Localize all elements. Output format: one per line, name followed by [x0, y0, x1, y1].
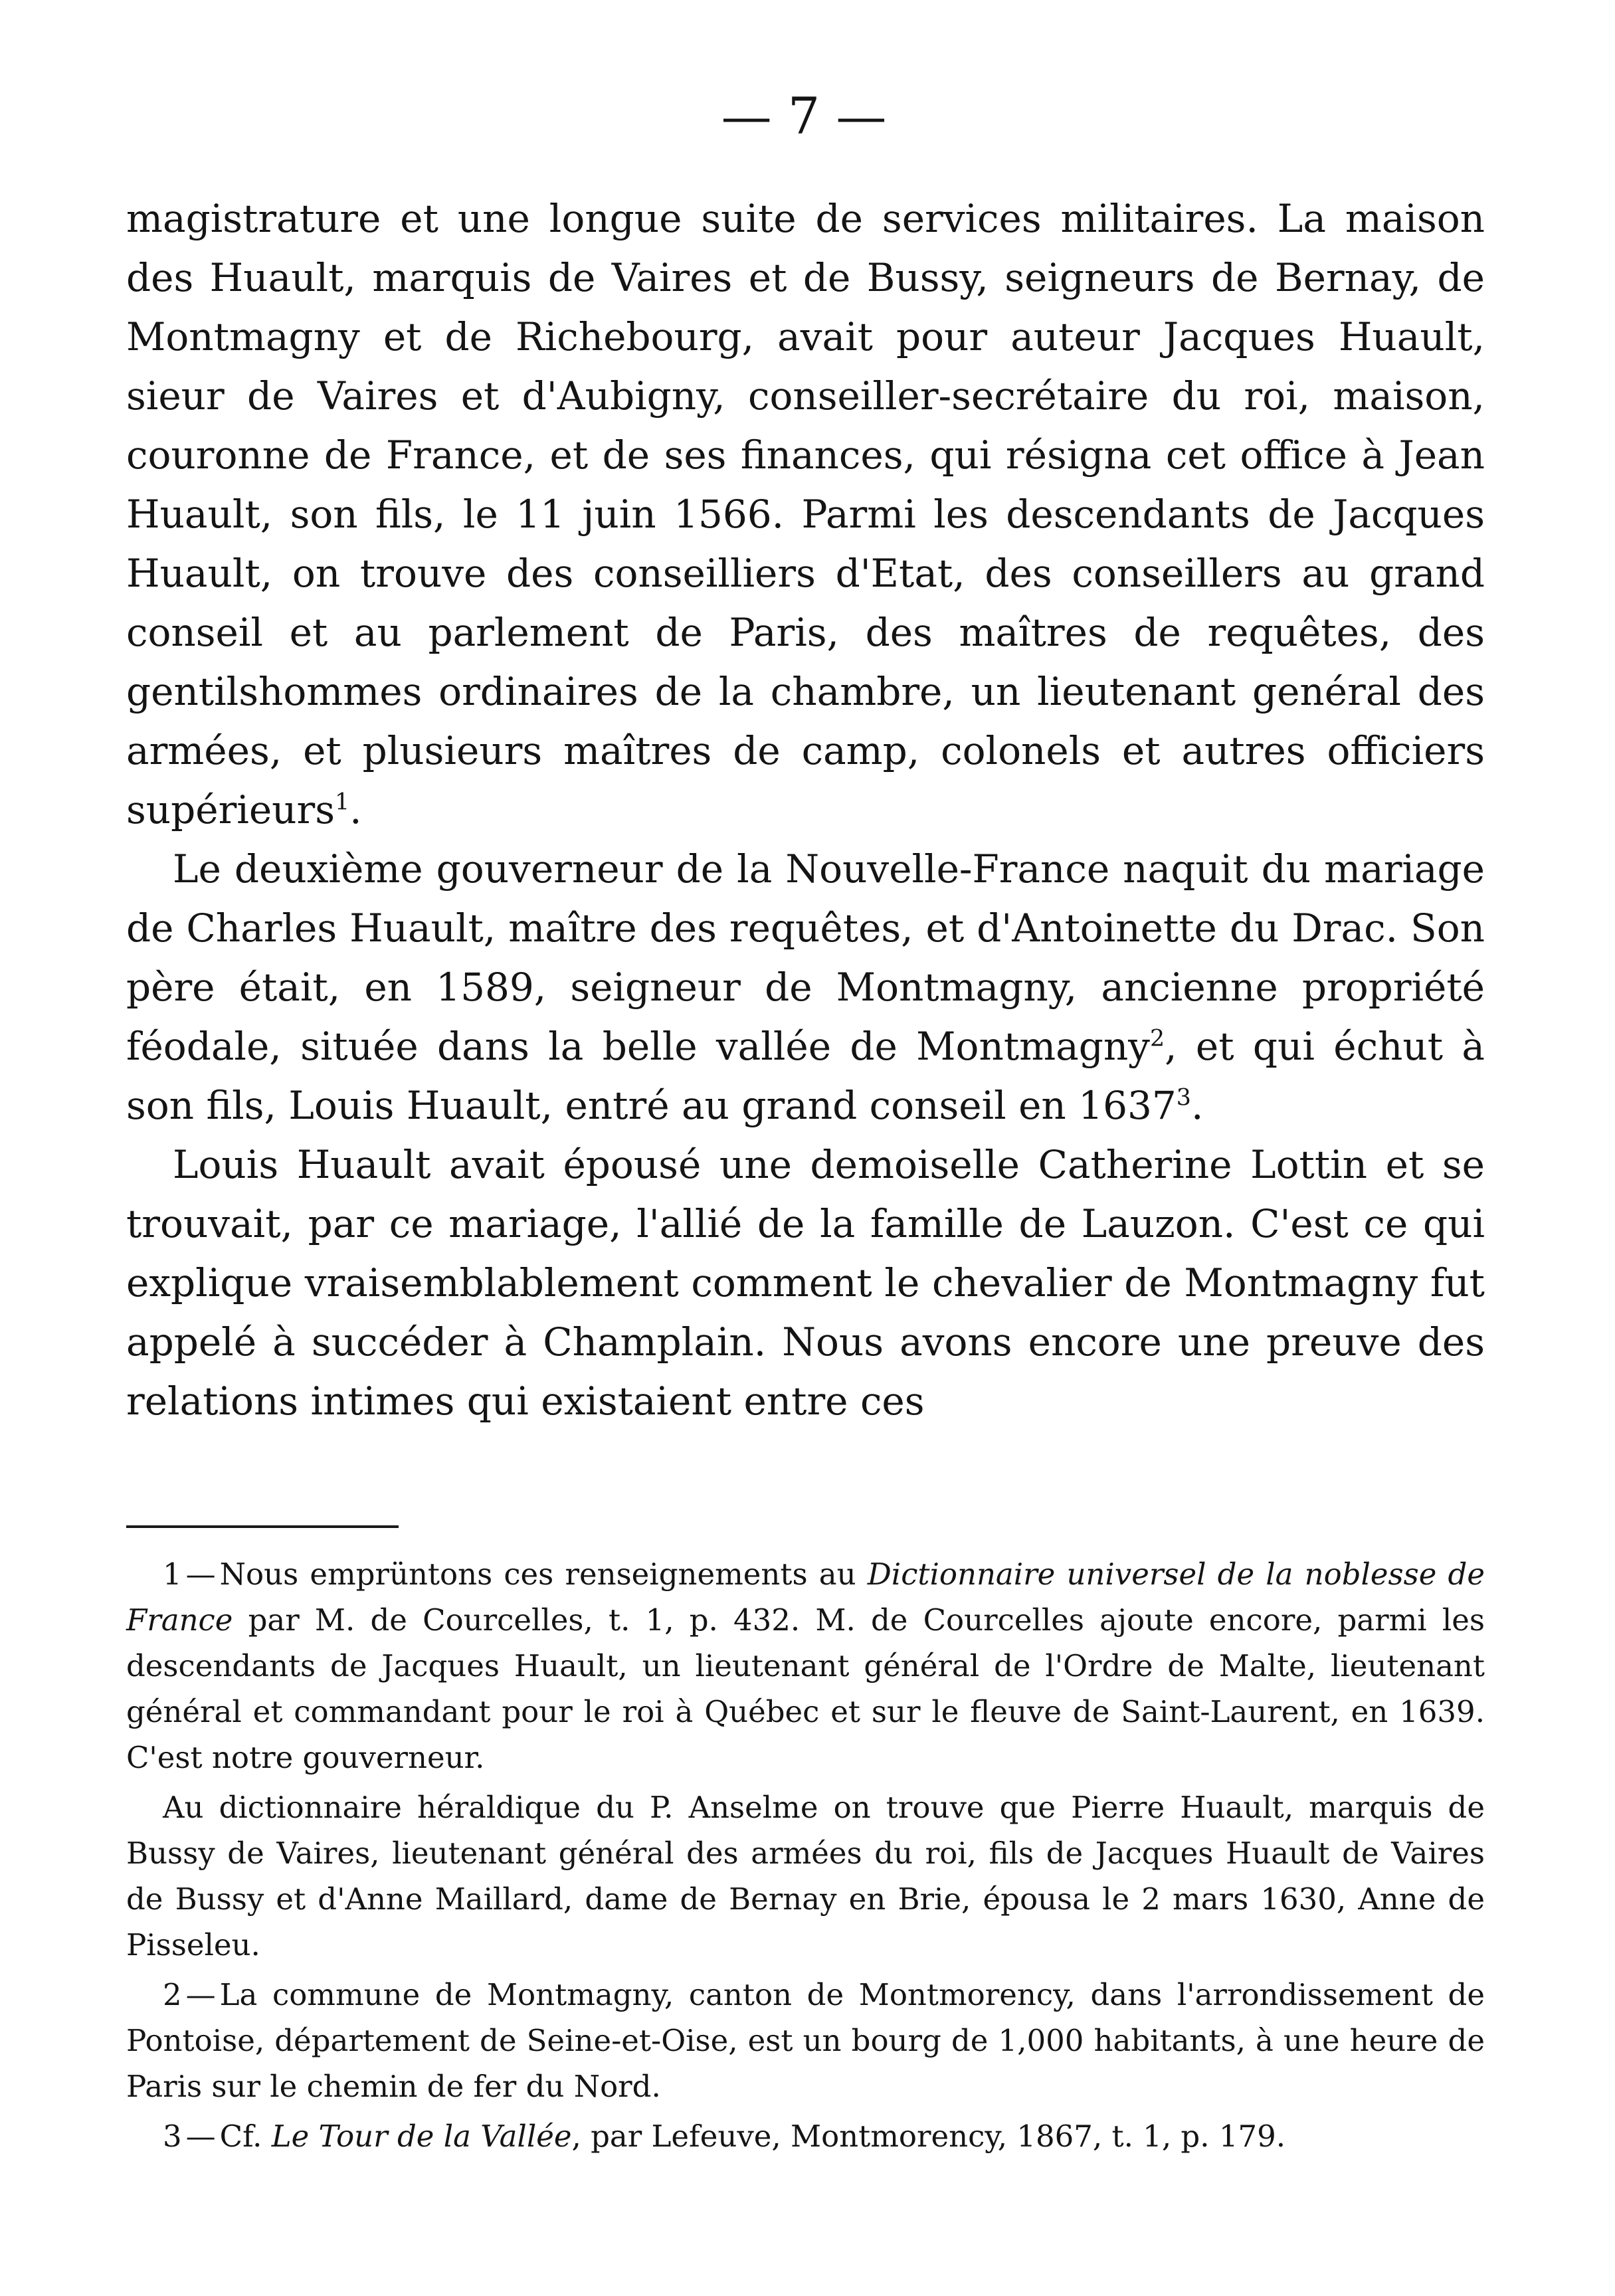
footnote-number: 2	[163, 1977, 182, 2012]
paragraph-text: Le deuxième gouverneur de la Nouvelle-France naquit du mariage de Charles Huault, maître des requêtes, et d'Antoinette du Drac. Son père était, en 1589, seigneur de Montmagny, ancienne propriété féodale, située dans la belle vallée de Montmagny	[126, 846, 1485, 1069]
footnote-text: La commune de Montmagny, canton de Montmorency, dans l'arrondissement de Pontoise, département de Seine-et-Oise, est un bourg de 1,000 habitants, à une heure de Paris sur le chemin de fer du Nord.	[126, 1977, 1485, 2104]
footnote-continuation: Au dictionnaire héraldique du P. Anselme on trouve que Pierre Huault, marquis de Bussy de Vaires, lieutenant général des armées du roi, fils de Jacques Huault de Vaires de Bussy et d'Anne Maillard, dame de Bernay en Brie, épousa le 2 mars 1630, Anne de Pisseleu.	[126, 1790, 1485, 1962]
paragraph-text: .	[349, 787, 362, 832]
footnote-number: 3	[163, 2119, 182, 2154]
footnotes	[126, 1551, 1485, 2163]
paragraph	[126, 189, 1485, 840]
footnote-number: 1	[163, 1557, 182, 1592]
paragraph: Louis Huault avait épousé une demoiselle Catherine Lottin et se trouvait, par ce mariage, l'allié de la famille de Lauzon. C'est ce qui explique vraisemblablement comment le chevalier de Montmagny fut appelé à succéder à Champlain. Nous avons encore une preuve des relations intimes qui existaient entre ces	[126, 1142, 1485, 1424]
footnote-text: Cf.	[219, 2119, 272, 2154]
footnote	[126, 2113, 1485, 2159]
main-text	[126, 189, 1485, 1431]
footnote	[126, 1972, 1485, 2109]
footnote-ref: 1	[335, 789, 350, 816]
footnote-dash: —	[185, 2119, 216, 2154]
paragraph	[126, 840, 1485, 1135]
footnote-title: Dictionnaire universel de la noblesse de France	[126, 1557, 1485, 1638]
footnote	[126, 1551, 1485, 1780]
footnote-ref: 2	[1149, 1025, 1165, 1052]
footnote-text: , par Lefeuve, Montmorency, 1867, t. 1, p. 179.	[571, 2119, 1286, 2154]
footnote-title: Le Tour de la Vallée	[271, 2119, 572, 2154]
page-number: — 7 —	[721, 86, 887, 145]
footnote-ref: 3	[1176, 1084, 1191, 1111]
footnote-text: Nous emprüntons ces renseignements au	[219, 1557, 868, 1592]
footnote-text: par M. de Courcelles, t. 1, p. 432. M. de Courcelles ajoute encore, parmi les descendants de Jacques Huault, un lieutenant général de l'Ordre de Malte, lieutenant général et commandant pour le roi à Québec et sur le fleuve de Saint-Laurent, en 1639. C'est notre gouverneur.	[126, 1602, 1485, 1775]
paragraph-text: , et qui échut à son fils, Louis Huault, entré au grand conseil en 1637	[126, 1024, 1485, 1128]
paragraph-text: magistrature et une longue suite de services militaires. La maison des Huault, marquis de Vaires et de Bussy, seigneurs de Bernay, de Montmagny et de Richebourg, avait pour auteur Jacques Huault, sieur de Vaires et d'Aubigny, conseiller-secrétaire du roi, maison, couronne de France, et de ses finances, qui résigna cet office à Jean Huault, son fils, le 11 juin 1566. Parmi les descendants de Jacques Huault, on trouve des conseilliers d'Etat, des conseillers au grand conseil et au parlement de Paris, des maîtres de requêtes, des gentilshommes ordinaires de la chambre, un lieutenant genéral des armées, et plusieurs maîtres de camp, colonels et autres officiers supérieurs	[126, 196, 1485, 832]
footnote-rule	[126, 1525, 399, 1528]
footnote-dash: —	[185, 1977, 216, 2012]
paragraph-text: .	[1190, 1083, 1204, 1128]
footnote-dash: —	[185, 1557, 216, 1592]
